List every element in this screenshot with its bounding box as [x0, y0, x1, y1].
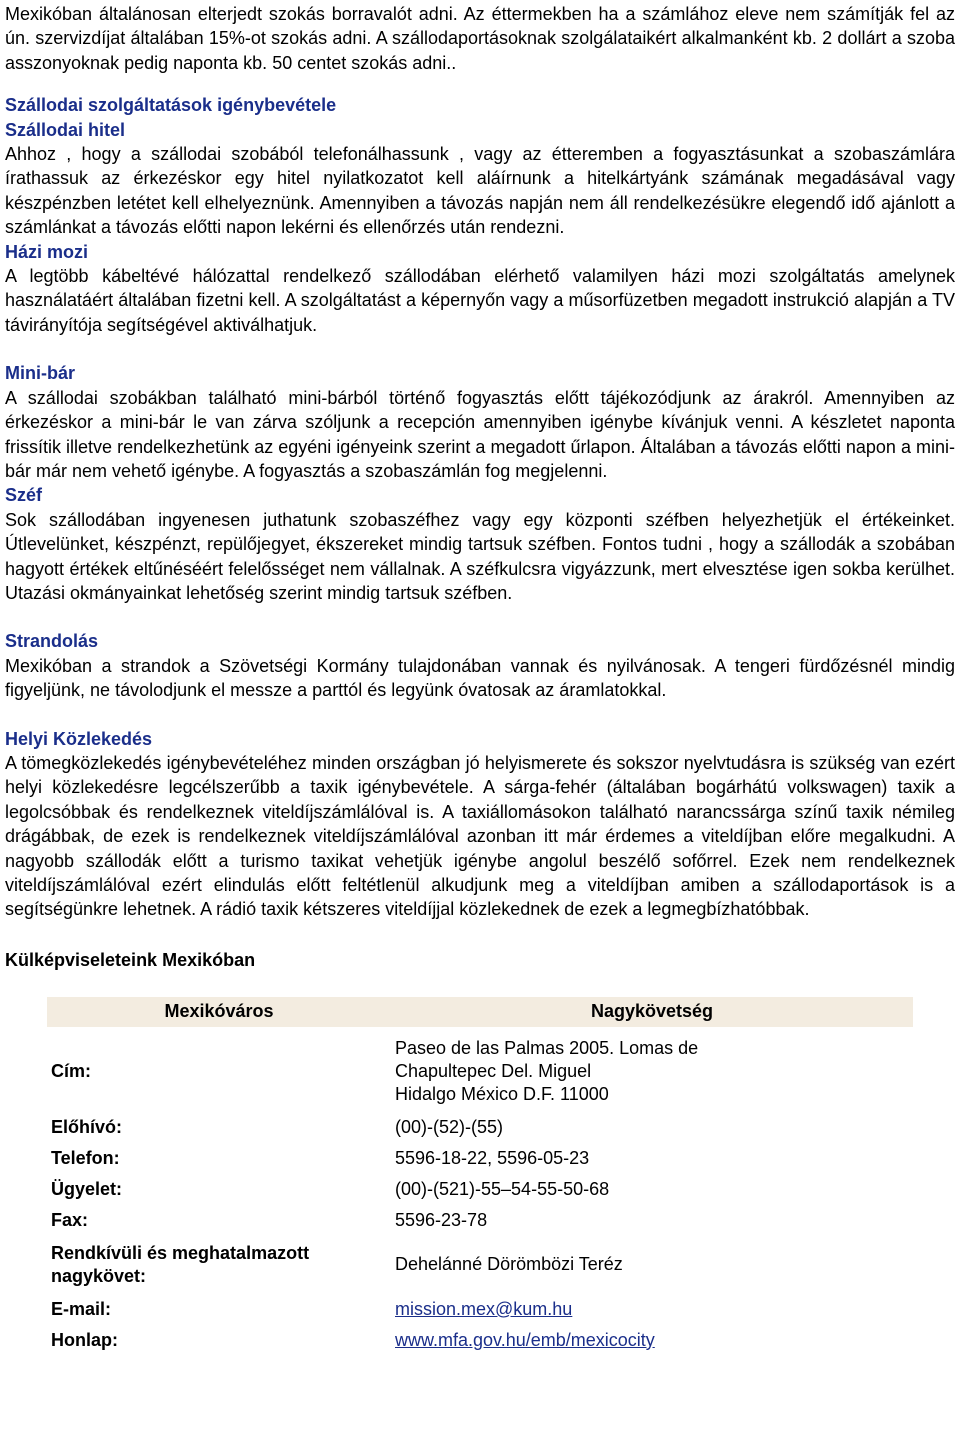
transport-paragraph: A tömegközlekedés igénybevételéhez minden országban jó helyismerete és sokszor nyelvtudásra is szükség van ezért helyi közlekedésre legcélszerűbb a taxik igénybevétele. A sárga-fehér (általában bogárhátú volkswagen) taxik a legolcsóbbak és rendelkeznek viteldíjszámlálóval is. A taxiállomásokon található narancssárga színű taxik némileg drágábbak, de ezek is rendelkeznek viteldíjszámlálóval azonban itt már érdemes a viteldíjban előre megalkudni. A nagyobb szállodák előtt a turismo taxikat vehetjük igénybe angolul beszélő sofőrrel. Ezek nem rendelkeznek viteldíjszámlálóval ezért elindulás előtt feltétlenül alkudjunk meg a viteldíjban amiben a szállodaportások is a segítségünkre lehetnek. A rádió taxik kétszeres viteldíjjal közlekednek de ezek a legmegbízhatóbbak.: [5, 752, 955, 920]
header-type: Nagykövetség: [391, 997, 913, 1027]
credit-paragraph: Ahhoz , hogy a szállodai szobából telefonálhassunk , vagy az étteremben a fogyasztásunkat a szobaszámlára írathassuk az érkezéskor egy hitel nyilatkozatot kell aláírnunk a hitelkártyánk számának megadásával vagy készpénzben letétet kell elhelyeznünk. Amennyiben a távozás napján nem áll rendelkezésükre elegendő idő ajánlott a számlánkat a távozás előtti napon lekérni és ellenőrzés után rendezni.: [5, 144, 955, 238]
address-line: Chapultepec Del. Miguel: [395, 1060, 592, 1081]
safe-paragraph: Sok szállodában ingyenesen juthatunk szobaszéfhez vagy egy központi széfben helyezhetjük el értékeinket. Útlevelünket, készpénzt, repülőjegyet, ékszereket mindig tartsuk széfben. Fontos tudni , hogy a szállodák a szobában hagyott értékek eltűnéséért felelősséget nem vállalnak. A széfkulcsra vigyázzunk, mert elvesztése igen sokba kerülhet. Utazási okmányainkat lehetőség szerint mindig tartsuk széfben.: [5, 509, 955, 603]
table-row-fax: [47, 1205, 913, 1236]
email-label: E-mail:: [51, 1298, 112, 1319]
beach-paragraph: Mexikóban a strandok a Szövetségi Kormány tulajdonában vannak és nyilvánosak. A tengeri fürdőzésnél mindig figyeljünk, ne távolodjunk el messze a parttól és legyünk óvatosak az áramlatokkal.: [5, 655, 955, 701]
duty-label: Ügyelet:: [51, 1178, 123, 1199]
spacer: [5, 605, 955, 629]
phone-value: 5596-18-22, 5596-05-23: [395, 1147, 590, 1168]
address-label: Cím:: [51, 1060, 91, 1081]
ambassador-value: Dehelánné Dörömbözi Teréz: [395, 1254, 623, 1275]
cinema-paragraph: A legtöbb kábeltévé hálózattal rendelkező szállodában elérhető valamilyen házi mozi szolgáltatás amelynek használatáért általában fizetni kell. A szolgáltatást a képernyőn vagy a műsorfüzetben megadott instrukció alapján a TV távirányítója segítségével aktiválhatjuk.: [5, 266, 955, 335]
fax-label: Fax:: [51, 1209, 89, 1230]
embassy-heading: Külképviseleteink Mexikóban: [5, 949, 256, 970]
credit-heading: Szállodai hitel: [5, 119, 126, 140]
ambassador-label: Rendkívüli és meghatalmazott nagykövet:: [51, 1242, 310, 1286]
embassy-table-header: [47, 997, 913, 1027]
beach-heading: Strandolás: [5, 631, 99, 652]
table-row-duty: [47, 1174, 913, 1205]
web-link[interactable]: www.mfa.gov.hu/emb/mexicocity: [395, 1329, 655, 1350]
table-row-address: [47, 1027, 913, 1112]
duty-value: (00)-(521)-55–54-55-50-68: [395, 1178, 610, 1199]
table-row-prefix: [47, 1112, 913, 1143]
spacer: [5, 337, 955, 361]
transport-heading: Helyi Közlekedés: [5, 728, 153, 749]
web-label: Honlap:: [51, 1329, 118, 1350]
email-cell: [391, 1294, 913, 1325]
spacer: [5, 703, 955, 727]
prefix-value: (00)-(52)-(55): [395, 1116, 504, 1137]
address-line: Paseo de las Palmas 2005. Lomas de: [395, 1037, 699, 1058]
prefix-label: Előhívó:: [51, 1116, 122, 1137]
fax-value: 5596-23-78: [395, 1209, 488, 1230]
table-row-web: [47, 1325, 913, 1356]
address-value: [391, 1027, 913, 1112]
minibar-paragraph: A szállodai szobákban található mini-bárból történő fogyasztás előtt tájékozódjunk az árakról. Amennyiben az érkezéskor a mini-bár le van zárva szóljunk a recepción amennyiben igénybe kívánjuk venni. A készletet naponta frissítik illetve rendelkezhetünk az egyéni igényeink szerint a megadott űrlapon. Általában a távozás előtti napon a mini-bár már nem vehető igénybe. A fogyasztás a szobaszámlán fog megjelenni.: [5, 387, 955, 481]
minibar-heading: Mini-bár: [5, 363, 75, 384]
header-city: Mexikóváros: [47, 997, 391, 1027]
address-line: Hidalgo México D.F. 11000: [395, 1083, 609, 1104]
intro-paragraph: Mexikóban általánosan elterjedt szokás borravalót adni. Az éttermekben ha a számlához eleve nem számítják fel az ún. szervizdíjat általában 15%-ot szokás adni. A szállodaportásoknak szolgálataikért alkalmanként kb. 2 dollárt a szoba asszonyoknak pedig naponta kb. 50 centet szokás adni..: [5, 4, 955, 73]
email-link[interactable]: mission.mex@kum.hu: [395, 1298, 573, 1319]
table-row-email: [47, 1294, 913, 1325]
document-page: [5, 2, 955, 1356]
web-cell: [391, 1325, 913, 1356]
embassy-table: [47, 997, 913, 1356]
hotel-services-heading: Szállodai szolgáltatások igénybevétele: [5, 95, 337, 116]
table-row-ambassador: [47, 1236, 913, 1294]
table-row-phone: [47, 1143, 913, 1174]
phone-label: Telefon:: [51, 1147, 120, 1168]
cinema-heading: Házi mozi: [5, 241, 89, 262]
safe-heading: Széf: [5, 485, 43, 506]
